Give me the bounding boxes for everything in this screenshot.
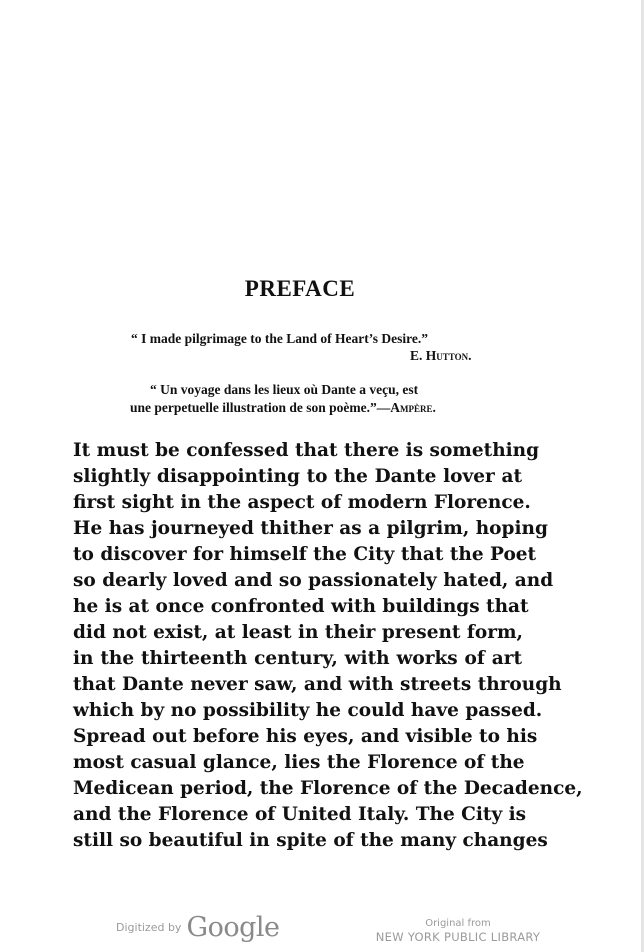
body-line: in the thirteenth century, with works of art: [73, 648, 522, 669]
digitized-by-label: Digitized by: [116, 921, 182, 934]
epigraph-quote-text: une perpetuelle illustration de son poème.”—: [130, 400, 391, 415]
epigraph-quote-line: [130, 400, 436, 416]
body-line: which by no possibility he could have passed.: [73, 700, 543, 721]
page-title: PREFACE: [244, 276, 356, 301]
body-line: to discover for himself the City that the Poet: [73, 544, 537, 565]
epigraph-author: E. Hutton.: [410, 348, 472, 363]
epigraph-author: Ampère.: [390, 400, 436, 415]
body-line: He has journeyed thither as a pilgrim, hoping: [73, 518, 548, 539]
digitized-by-google-logo: [116, 912, 280, 943]
body-line: slightly disappointing to the Dante lover at: [73, 466, 522, 487]
body-line: first sight in the aspect of modern Florence.: [73, 492, 531, 513]
library-credit: [360, 918, 556, 944]
original-from-label: Original from: [425, 918, 491, 929]
library-name: NEW YORK PUBLIC LIBRARY: [375, 930, 541, 944]
epigraph-quote: “ I made pilgrimage to the Land of Heart’s Desire.”: [131, 331, 428, 346]
epigraph-quote-line: “ Un voyage dans les lieux où Dante a veçu, est: [150, 382, 419, 397]
body-line: most casual glance, lies the Florence of the: [73, 752, 525, 773]
body-line: still so beautiful in spite of the many changes: [73, 830, 548, 851]
body-text: [73, 438, 583, 854]
body-line: that Dante never saw, and with streets through: [73, 674, 562, 695]
body-line: so dearly loved and so passionately hated, and: [73, 570, 554, 591]
body-line: It must be confessed that there is something: [73, 440, 540, 461]
body-line: and the Florence of United Italy. The City is: [73, 804, 527, 825]
body-line: Spread out before his eyes, and visible to his: [73, 726, 538, 747]
body-line: he is at once confronted with buildings that: [73, 596, 529, 617]
body-line: Medicean period, the Florence of the Decadence,: [73, 778, 583, 799]
google-logo: Google: [186, 912, 280, 943]
body-line: did not exist, at least in their present form,: [73, 622, 523, 643]
